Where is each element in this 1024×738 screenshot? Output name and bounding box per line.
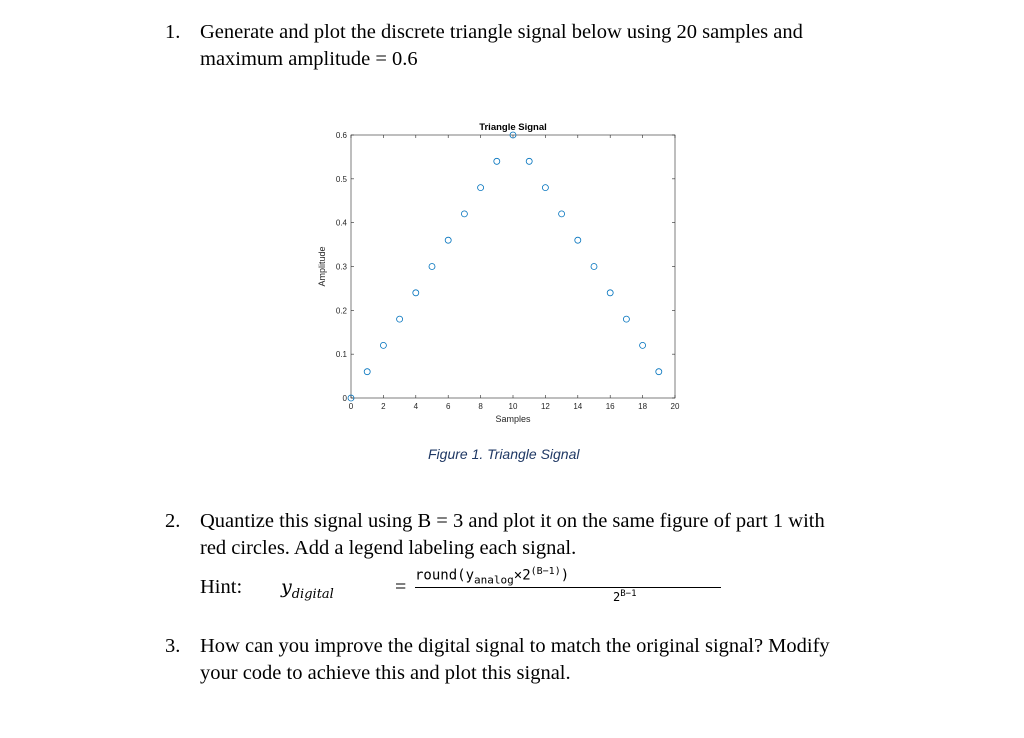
question-number: 1.: [165, 21, 181, 43]
x-tick-label: 6: [445, 402, 451, 411]
x-tick-label: 0: [348, 402, 354, 411]
num-func: round(y: [415, 567, 475, 584]
question-number: 3.: [165, 635, 181, 657]
question-text-line: your code to achieve this and plot this signal.: [200, 662, 571, 684]
y-tick-label: 0: [342, 394, 347, 403]
x-tick-label: 18: [638, 402, 648, 411]
num-close: ): [560, 567, 570, 584]
y-tick-label: 0.5: [335, 174, 347, 184]
question-number: 2.: [165, 510, 181, 532]
y-tick-label: 0.4: [335, 218, 347, 228]
den-base: 2: [613, 590, 621, 605]
num-sup: (B−1): [530, 566, 561, 577]
fraction-denominator: [415, 589, 725, 604]
lhs-y-digital: [281, 576, 334, 602]
chart-svg: [300, 115, 700, 435]
fraction: [415, 566, 725, 604]
fraction-bar: [415, 587, 721, 588]
y-axis-label: Amplitude: [317, 246, 327, 287]
x-axis-label: Samples: [495, 414, 531, 424]
den-sup: B−1: [620, 589, 637, 600]
y-tick-label: 0.3: [335, 262, 347, 272]
lhs-subscript: digital: [291, 586, 334, 602]
x-tick-label: 12: [540, 402, 550, 411]
equals-sign: =: [395, 576, 407, 598]
question-text-line: red circles. Add a legend labeling each signal.: [200, 537, 577, 559]
triangle-signal-figure: [300, 115, 700, 435]
lhs-symbol: y: [281, 576, 292, 598]
plot-area: [351, 135, 675, 398]
x-tick-label: 14: [573, 402, 583, 411]
num-sub: analog: [474, 573, 514, 587]
x-tick-label: 8: [478, 402, 483, 411]
y-tick-label: 0.2: [335, 306, 347, 316]
fraction-numerator: [415, 566, 725, 586]
x-tick-label: 4: [413, 402, 419, 411]
question-text-line: Generate and plot the discrete triangle signal below using 20 samples and: [200, 21, 803, 43]
x-tick-label: 2: [381, 402, 386, 411]
num-times: ×2: [513, 567, 531, 584]
figure-caption: Figure 1. Triangle Signal: [428, 446, 580, 462]
x-tick-label: 20: [670, 402, 680, 411]
y-tick-label: 0.1: [335, 350, 347, 360]
hint-label: Hint:: [200, 576, 243, 598]
y-tick-label: 0.6: [335, 131, 347, 140]
chart-title: Triangle Signal: [479, 122, 547, 133]
x-tick-label: 16: [605, 402, 615, 411]
x-tick-label: 10: [508, 402, 518, 411]
question-text-line: Quantize this signal using B = 3 and plot it on the same figure of part 1 with: [200, 510, 825, 532]
question-text-line: maximum amplitude = 0.6: [200, 48, 418, 70]
question-text-line: How can you improve the digital signal to match the original signal? Modify: [200, 635, 830, 657]
